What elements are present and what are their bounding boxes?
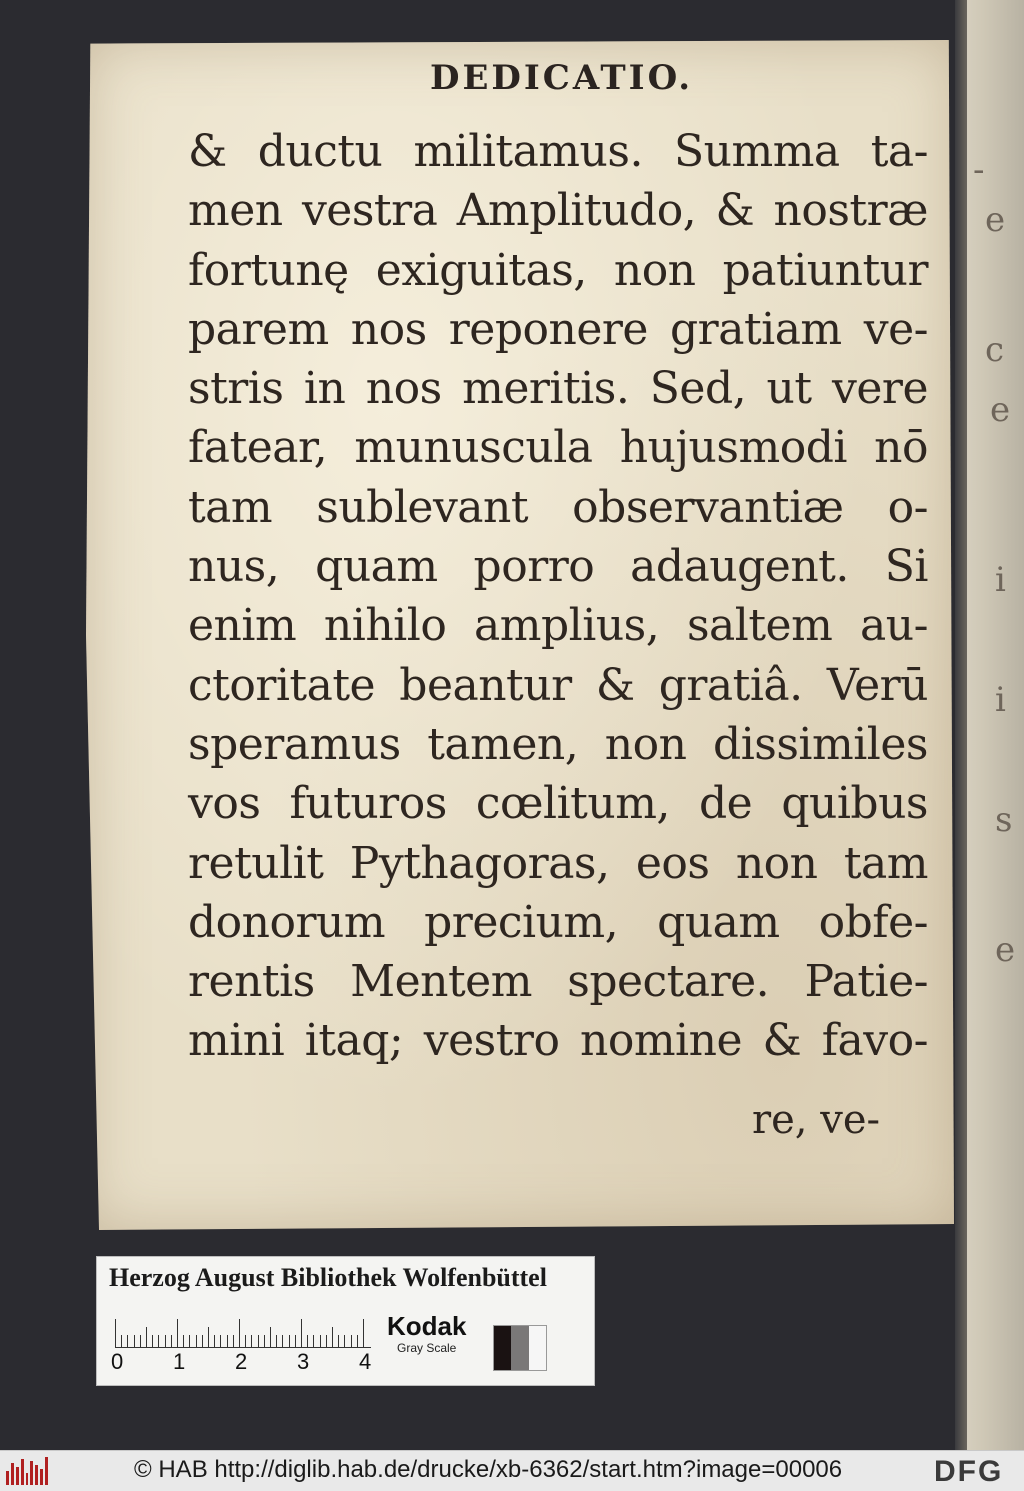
edge-glyph: - bbox=[973, 150, 985, 190]
ruler-tick bbox=[282, 1335, 283, 1347]
page-text-block bbox=[188, 122, 928, 1071]
ruler-scale bbox=[115, 1317, 371, 1348]
ruler-tick bbox=[227, 1335, 228, 1347]
kodak-logo: Kodak bbox=[387, 1311, 467, 1341]
ruler-tick bbox=[146, 1327, 147, 1347]
ruler-tick bbox=[134, 1335, 135, 1347]
page-gutter-shadow bbox=[955, 0, 967, 1450]
ruler-tick bbox=[239, 1319, 240, 1347]
edge-glyph: i bbox=[995, 560, 1006, 600]
text-line: stris in nos meritis. Sed, ut vere bbox=[188, 363, 928, 415]
text-line: enim nihilo amplius, saltem au- bbox=[188, 600, 928, 652]
calibration-strip bbox=[96, 1256, 595, 1386]
ruler-tick bbox=[344, 1335, 345, 1347]
ruler-tick bbox=[140, 1335, 141, 1347]
ruler-tick bbox=[332, 1327, 333, 1347]
ruler-tick bbox=[351, 1335, 352, 1347]
text-line: parem nos reponere gratiam ve- bbox=[188, 303, 928, 355]
ruler-tick bbox=[177, 1319, 178, 1347]
footer-copyright-link[interactable]: © HAB http://diglib.hab.de/drucke/xb-6362/start.htm?image=00006 bbox=[134, 1456, 843, 1483]
text-line: fortunę exiguitas, non patiuntur bbox=[188, 244, 928, 296]
ruler-number: 3 bbox=[297, 1349, 310, 1374]
text-line: speramus tamen, non dissimiles bbox=[188, 718, 928, 770]
ruler-tick bbox=[363, 1319, 364, 1347]
text-line: rentis Mentem spectare. Patie- bbox=[188, 956, 928, 1008]
ruler-tick bbox=[183, 1335, 184, 1347]
ruler-tick bbox=[196, 1335, 197, 1347]
ruler-number: 0 bbox=[111, 1349, 124, 1374]
ruler-number: 4 bbox=[359, 1349, 372, 1374]
text-line: & ductu militamus. Summa ta- bbox=[188, 126, 928, 177]
edge-glyph: e bbox=[995, 930, 1016, 970]
ruler-tick bbox=[301, 1319, 302, 1347]
catchword: re, ve- bbox=[752, 1097, 881, 1143]
dfg-logo: DFG bbox=[934, 1455, 1004, 1488]
ruler-tick bbox=[270, 1327, 271, 1347]
ruler-tick bbox=[326, 1335, 327, 1347]
footer-bar bbox=[0, 1450, 1024, 1491]
ruler-tick bbox=[121, 1335, 122, 1347]
text-line: mini itaq; vestro nomine & favo- bbox=[188, 1015, 928, 1067]
ruler-tick bbox=[220, 1335, 221, 1347]
ruler-tick bbox=[338, 1335, 339, 1347]
ruler-tick bbox=[152, 1335, 153, 1347]
gray-scale-label: Gray Scale bbox=[397, 1341, 457, 1355]
swatch-gray bbox=[511, 1326, 528, 1370]
ruler-tick bbox=[295, 1335, 296, 1347]
text-line: fatear, munuscula hujusmodi nō bbox=[188, 422, 928, 474]
ruler-tick bbox=[251, 1335, 252, 1347]
ruler-tick bbox=[115, 1319, 116, 1347]
edge-glyph: c bbox=[985, 330, 1005, 370]
ruler-tick bbox=[127, 1335, 128, 1347]
swatch-white bbox=[529, 1326, 546, 1370]
library-name: Herzog August Bibliothek Wolfenbüttel bbox=[109, 1263, 547, 1292]
edge-glyph: i bbox=[995, 680, 1006, 720]
ruler-number: 2 bbox=[235, 1349, 248, 1374]
text-line: donorum precium, quam obfe- bbox=[188, 896, 928, 948]
text-line: ctoritate beantur & gratiâ. Verū bbox=[188, 659, 928, 711]
ruler-tick bbox=[202, 1335, 203, 1347]
edge-glyph: s bbox=[995, 800, 1013, 840]
ruler-tick bbox=[276, 1335, 277, 1347]
ruler-tick bbox=[171, 1335, 172, 1347]
ruler-tick bbox=[214, 1335, 215, 1347]
ruler-tick bbox=[165, 1335, 166, 1347]
ruler-tick bbox=[264, 1335, 265, 1347]
text-line: vos futuros cœlitum, de quibus bbox=[188, 778, 928, 830]
text-line: men vestra Amplitudo, & nostræ bbox=[188, 185, 928, 237]
ruler-tick bbox=[357, 1335, 358, 1347]
ruler-tick bbox=[289, 1335, 290, 1347]
text-line: nus, quam porro adaugent. Si bbox=[188, 541, 928, 593]
edge-glyph: e bbox=[990, 390, 1011, 430]
ruler-tick bbox=[245, 1335, 246, 1347]
hab-logo-icon bbox=[6, 1457, 48, 1485]
ruler-tick bbox=[233, 1335, 234, 1347]
text-line: retulit Pythagoras, eos non tam bbox=[188, 837, 928, 889]
edge-glyph: e bbox=[985, 200, 1006, 240]
gray-scale-swatches bbox=[493, 1325, 547, 1371]
ruler-tick bbox=[158, 1335, 159, 1347]
ruler-tick bbox=[307, 1335, 308, 1347]
ruler-tick bbox=[189, 1335, 190, 1347]
ruler-tick bbox=[320, 1335, 321, 1347]
ruler-tick bbox=[208, 1327, 209, 1347]
ruler-number: 1 bbox=[173, 1349, 186, 1374]
swatch-black bbox=[494, 1326, 511, 1370]
text-line: tam sublevant observantiæ o- bbox=[188, 481, 928, 533]
ruler-tick bbox=[313, 1335, 314, 1347]
page-header: DEDICATIO. bbox=[430, 58, 694, 98]
ruler-tick bbox=[258, 1335, 259, 1347]
